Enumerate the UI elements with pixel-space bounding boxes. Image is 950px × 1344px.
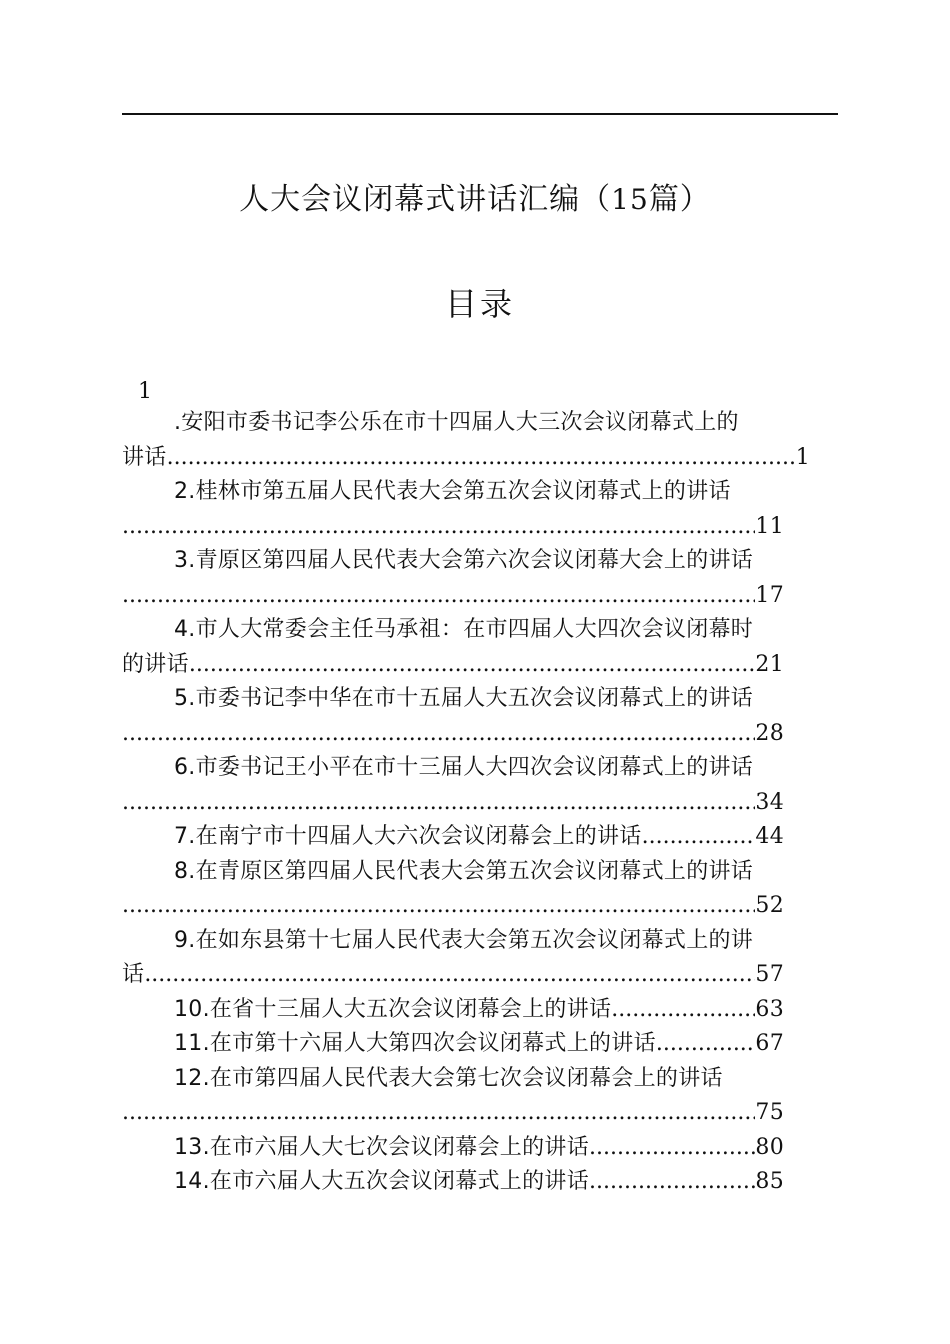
table-of-contents xyxy=(122,406,838,1200)
toc-page-number: 44 xyxy=(755,824,784,849)
toc-entry[interactable] xyxy=(122,751,838,820)
toc-page-number: 17 xyxy=(755,582,784,608)
toc-leader xyxy=(167,441,796,476)
toc-heading: 目录 xyxy=(444,285,515,323)
toc-page-number: 21 xyxy=(755,651,784,677)
toc-leader xyxy=(144,958,755,993)
toc-entry[interactable] xyxy=(122,613,838,682)
title-suffix: 篇） xyxy=(648,182,711,217)
toc-leader xyxy=(122,786,755,821)
toc-entry[interactable] xyxy=(122,1131,838,1166)
toc-entry-title: 8.在青原区第四届人民代表大会第五次会议闭幕式上的讲话 xyxy=(174,858,754,884)
toc-leader xyxy=(122,1096,755,1131)
toc-entry[interactable] xyxy=(122,820,838,855)
toc-entry[interactable] xyxy=(122,924,838,993)
toc-entry-title: 6.市委书记王小平在市十三届人大四次会议闭幕式上的讲话 xyxy=(174,755,754,780)
toc-entry[interactable] xyxy=(122,406,838,475)
toc-leader xyxy=(122,717,755,752)
toc-page-number: 52 xyxy=(755,893,784,918)
toc-entry-title: 10.在省十三届人大五次会议闭幕会上的讲话 xyxy=(174,996,612,1022)
toc-page-number: 11 xyxy=(755,513,784,539)
toc-entry-title: 9.在如东县第十七届人民代表大会第五次会议闭幕式上的讲 xyxy=(174,927,754,953)
toc-leader xyxy=(611,993,755,1028)
toc-entry-title-cont: 的讲话 xyxy=(122,651,189,677)
toc-entry-title: 7.在南宁市十四届人大六次会议闭幕会上的讲话 xyxy=(174,824,642,849)
toc-entry[interactable] xyxy=(122,682,838,751)
toc-page-number: 1 xyxy=(795,444,810,470)
title-prefix: 人大会议闭幕式讲话汇编（ xyxy=(239,182,612,217)
toc-entry[interactable] xyxy=(122,993,838,1028)
title-number: 15 xyxy=(611,183,649,216)
toc-leader xyxy=(656,1027,756,1062)
toc-entry-title-cont: 话 xyxy=(122,962,145,987)
toc-entry-title: 3.青原区第四届人民代表大会第六次会议闭幕大会上的讲话 xyxy=(174,548,754,573)
toc-entry-title: 2.桂林市第五届人民代表大会第五次会议闭幕式上的讲话 xyxy=(174,479,731,504)
toc-entry[interactable] xyxy=(122,1062,838,1131)
toc-page-number: 28 xyxy=(755,720,784,746)
header-rule xyxy=(122,113,838,115)
toc-page-number: 75 xyxy=(755,1100,784,1125)
toc-leader xyxy=(589,1165,755,1200)
toc-entry[interactable] xyxy=(122,1165,838,1200)
stray-number: 1 xyxy=(138,379,152,404)
toc-entry-title: 14.在市六届人大五次会议闭幕式上的讲话 xyxy=(174,1169,589,1194)
toc-entry[interactable] xyxy=(122,1027,838,1062)
toc-leader xyxy=(589,1131,755,1166)
toc-page-number: 85 xyxy=(755,1169,784,1194)
toc-entry[interactable] xyxy=(122,544,838,613)
toc-page-number: 80 xyxy=(755,1134,784,1160)
toc-page-number: 57 xyxy=(755,962,784,987)
toc-leader xyxy=(122,889,755,924)
toc-page-number: 63 xyxy=(755,996,784,1022)
toc-entry-title-cont: 讲话 xyxy=(122,444,167,470)
toc-page-number: 67 xyxy=(755,1031,784,1056)
toc-leader xyxy=(642,820,756,855)
toc-entry[interactable] xyxy=(122,475,838,544)
toc-entry-title: 4.市人大常委会主任马承祖：在市四届人大四次会议闭幕时 xyxy=(174,617,754,642)
toc-entry-title: 11.在市第十六届人大第四次会议闭幕式上的讲话 xyxy=(174,1031,656,1056)
toc-leader xyxy=(189,648,755,683)
toc-leader xyxy=(122,510,755,545)
toc-entry-title: .安阳市委书记李公乐在市十四届人大三次会议闭幕式上的 xyxy=(174,410,739,435)
toc-entry-title: 5.市委书记李中华在市十五届人大五次会议闭幕式上的讲话 xyxy=(174,686,754,711)
toc-leader xyxy=(122,579,755,614)
toc-page-number: 34 xyxy=(755,789,784,815)
toc-entry-title: 12.在市第四届人民代表大会第七次会议闭幕会上的讲话 xyxy=(174,1065,723,1091)
toc-entry-title: 13.在市六届人大七次会议闭幕会上的讲话 xyxy=(174,1134,589,1160)
document-title xyxy=(0,176,950,224)
toc-entry[interactable] xyxy=(122,855,838,924)
